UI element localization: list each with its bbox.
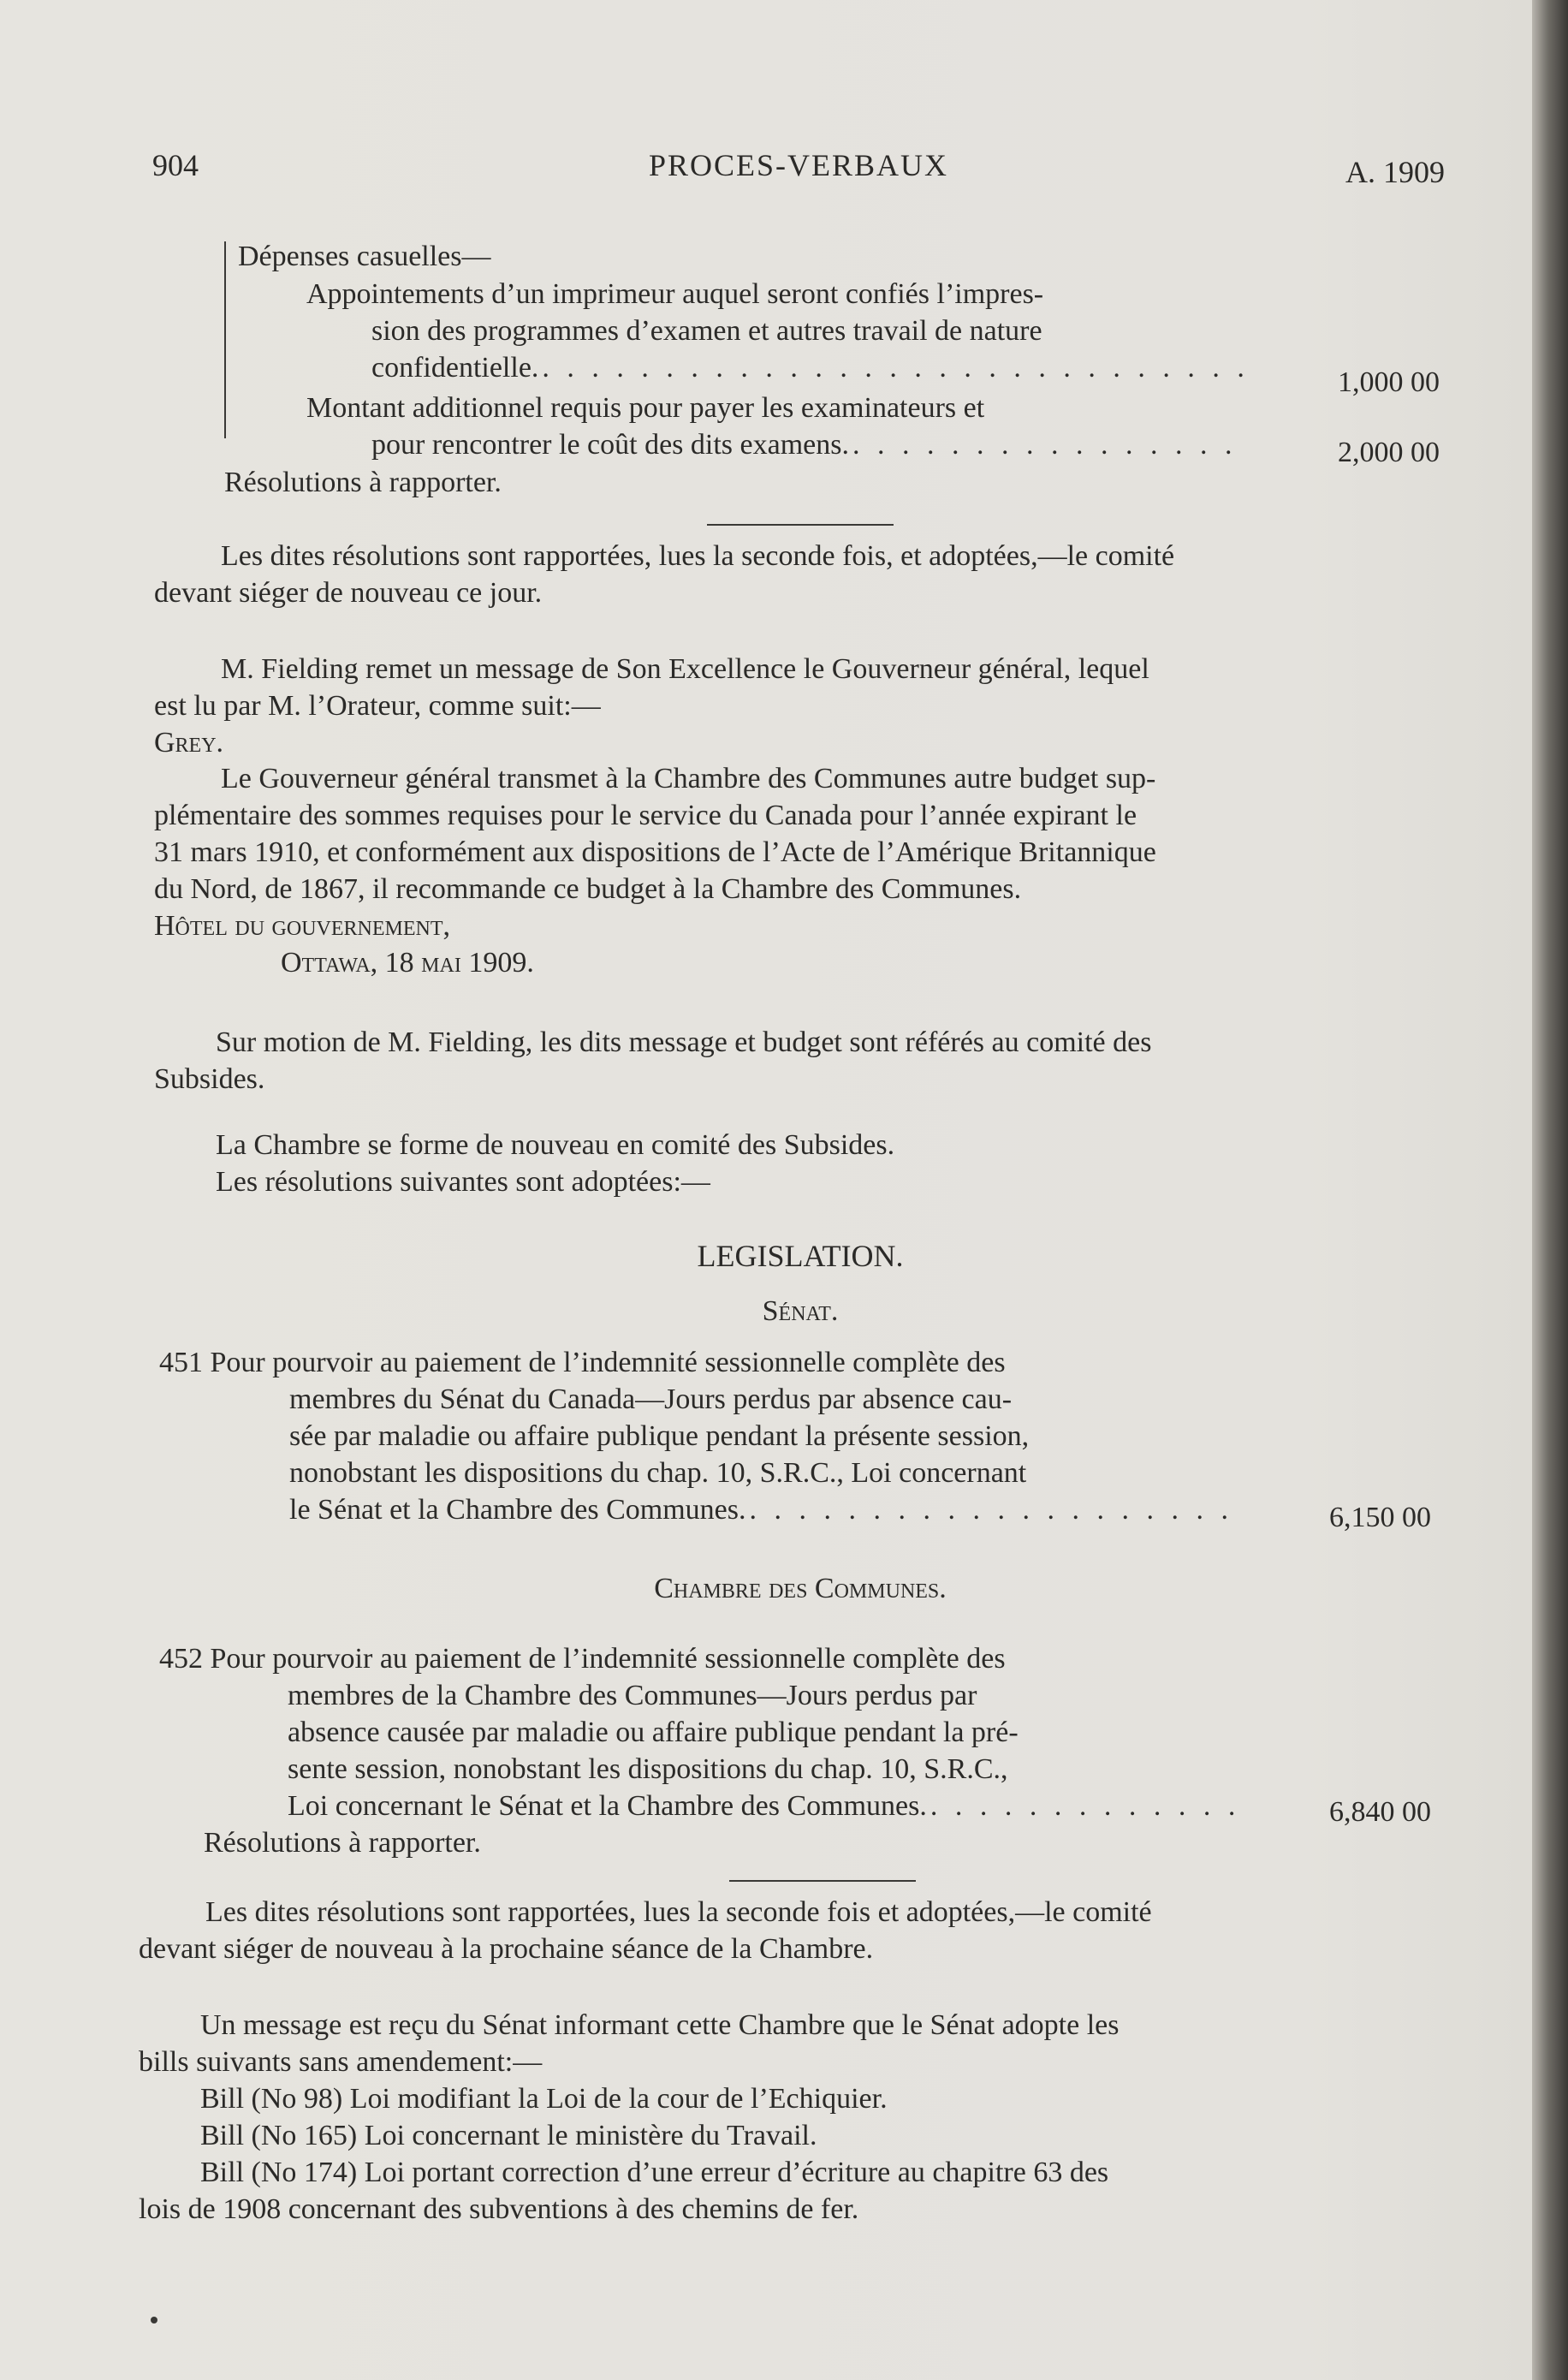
paragraph-2: M. Fielding remet un message de Son Excellence le Gouverneur général, lequel est lu par M. l’Orateur, comme suit:— Grey.: [154, 651, 1446, 761]
depenses-item1: Appointements d’un imprimeur auquel seront confiés l’impres- sion des programmes d’examen et autres travail de nature confidentielle. . . .: [306, 276, 1248, 386]
page-title: PROCES-VERBAUX: [648, 148, 949, 182]
item-451: 451 Pour pourvoir au paiement de l’indemnité sessionnelle complète des membres du Sénat du Canada—Jours perdus par absence cau- sée par maladie ou affaire publique pendant la présente session, nonobstant les dispositions du chap. 10, S.R.C., Loi concernant le Sénat et la Chambre des Communes. . . .: [159, 1344, 1246, 1528]
bill-98: Bill (No 98) Loi modifiant la Loi de la cour de l’Echiquier.: [200, 2083, 888, 2115]
bill-174: Bill (No 174) Loi portant correction d’une erreur d’écriture au chapitre 63 des: [200, 2157, 1109, 2188]
bill-165: Bill (No 165) Loi concernant le ministère du Travail.: [200, 2120, 817, 2151]
paragraph-3: Le Gouverneur général transmet à la Chambre des Communes autre budget sup- plémentaire des sommes requises pour le service du Canada pour l’année expirant le 31 mars 1910, et conformément aux dispositions de l’Acte de l’Amérique Britannique du Nord, de 1867, il recommande ce budget à la Chambre des Communes. Hôtel du gouvernement, Ottawa, 18 mai 1909.: [154, 760, 1446, 981]
resolutions-label: Résolutions à rapporter.: [224, 467, 502, 498]
item-number: 452: [159, 1643, 203, 1675]
page-number: 904: [152, 148, 199, 182]
amount-452: 6,840 00: [1329, 1796, 1431, 1828]
paragraph-4: Sur motion de M. Fielding, les dits message et budget sont référés au comité des Subsides.: [154, 1026, 1152, 1095]
ottawa-date: Ottawa, 18 mai 1909.: [281, 947, 534, 979]
paragraph-6: Les dites résolutions sont rapportées, lues la seconde fois et adoptées,—le comité devant siéger de nouveau à la prochaine séance de la Chambre.: [139, 1896, 1152, 1965]
divider-rule-2: [729, 1880, 916, 1882]
depenses-item2: Montant additionnel requis pour payer les examinateurs et pour rencontrer le coût des dits examens. . . .: [306, 390, 1248, 463]
hotel-gouvernement: Hôtel du gouvernement,: [154, 910, 451, 942]
divider-rule: [707, 524, 894, 526]
resolutions-label-2: Résolutions à rapporter.: [204, 1827, 481, 1859]
amount-item1: 1,000 00: [1338, 366, 1440, 398]
chambre-heading: Chambre des Communes.: [654, 1573, 947, 1604]
paragraph-5: La Chambre se forme de nouveau en comité des Subsides. Les résolutions suivantes sont adoptées:—: [216, 1129, 895, 1198]
page-edge-shadow: [1532, 0, 1568, 2380]
amount-451: 6,150 00: [1329, 1502, 1431, 1533]
item-number: 451: [159, 1347, 203, 1378]
depenses-heading: Dépenses casuelles—: [238, 241, 491, 272]
page-header: [152, 147, 1445, 199]
paragraph-1: Les dites résolutions sont rapportées, lues la seconde fois, et adoptées,—le comité devant siéger de nouveau ce jour.: [154, 540, 1175, 609]
bracket-line: [224, 241, 235, 438]
section-title: LEGISLATION.: [697, 1239, 904, 1273]
ink-speck: [151, 2317, 157, 2323]
item-452: 452 Pour pourvoir au paiement de l’indemnité sessionnelle complète des membres de la Chambre des Communes—Jours perdus par absence causée par maladie ou affaire publique pendant la pré- sente session, nonobstant les dispositions du chap. 10, S.R.C., Loi concernant le Sénat et la Chambre des Communes. . . . Résolutions à rapporter.: [159, 1640, 1246, 1861]
senat-heading: Sénat.: [762, 1295, 839, 1327]
paragraph-7: Un message est reçu du Sénat informant cette Chambre que le Sénat adopte les bills suivants sans amendement:— Bill (No 98) Loi modifiant la Loi de la cour de l’Echiquier. Bill (No 165) Loi concernant le ministère du Travail. Bill (No 174) Loi portant correction d’une erreur d’écriture au chapitre 63 des lois de 1908 concernant des subventions à des chemins de fer.: [139, 2007, 1440, 2228]
signature-grey: Grey.: [154, 727, 224, 759]
amount-item2: 2,000 00: [1338, 437, 1440, 468]
header-year: A. 1909: [1345, 155, 1445, 189]
